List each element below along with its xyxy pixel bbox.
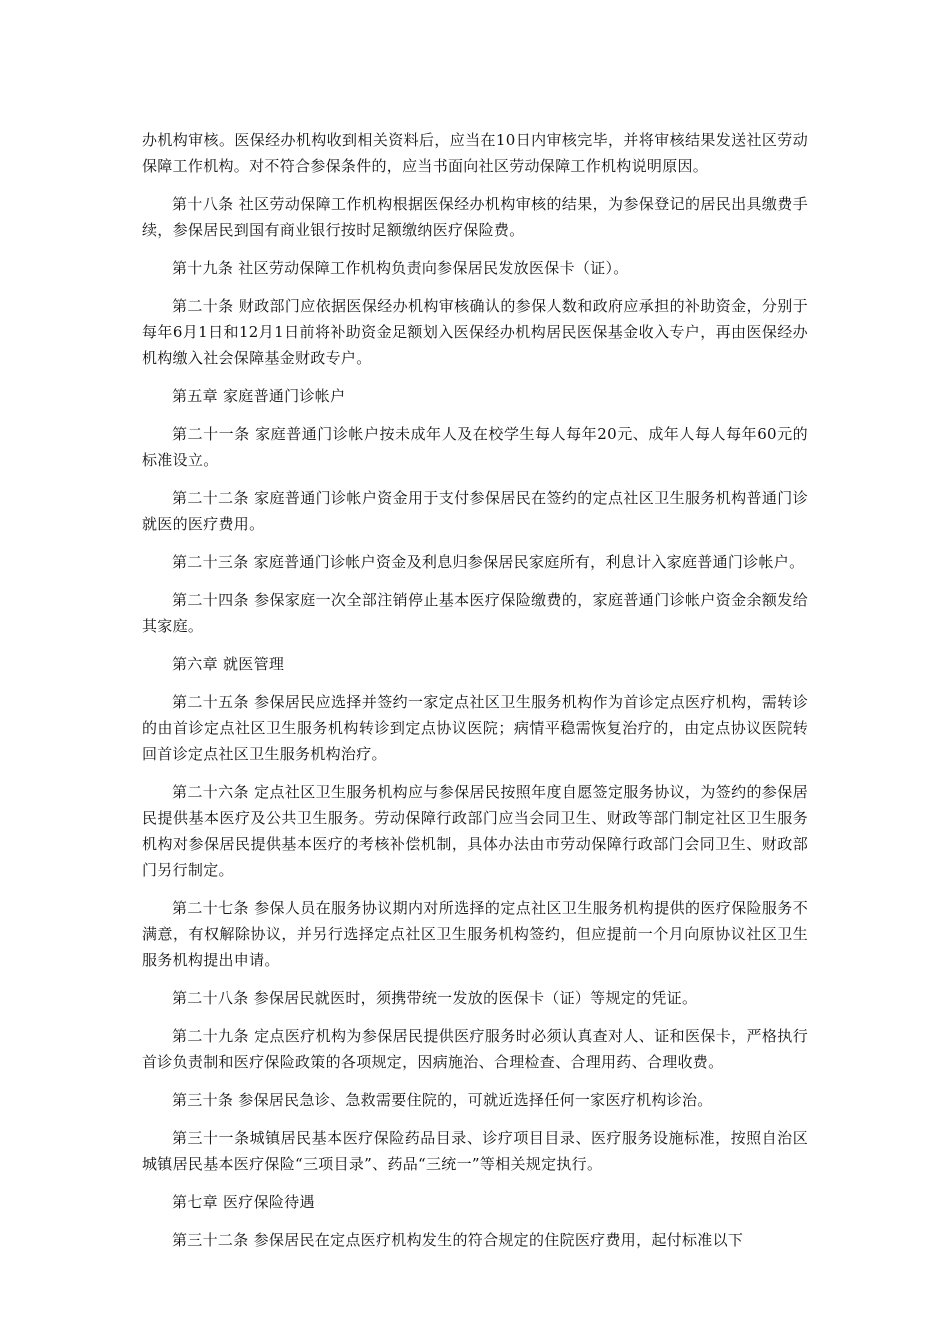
article-19: 第十九条 社区劳动保障工作机构负责向参保居民发放医保卡（证）。 <box>172 259 629 277</box>
article-22: 第二十二条 家庭普通门诊帐户资金用于支付参保居民在签约的定点社区卫生服务机构普通门诊就医的医疗费用。 <box>142 489 808 533</box>
article-28: 第二十八条 参保居民就医时，须携带统一发放的医保卡（证）等规定的凭证。 <box>172 989 698 1007</box>
article-30: 第三十条 参保居民急诊、急救需要住院的，可就近选择任何一家医疗机构诊治。 <box>172 1091 713 1109</box>
chapter-7-heading: 第七章 医疗保险待遇 <box>172 1193 315 1211</box>
paragraph-continuation: 办机构审核。医保经办机构收到相关资料后，应当在10日内审核完毕，并将审核结果发送社区劳动保障工作机构。对不符合参保条件的，应当书面向社区劳动保障工作机构说明原因。 <box>142 131 808 175</box>
article-29: 第二十九条 定点医疗机构为参保居民提供医疗服务时必须认真查对人、证和医保卡，严格执行首诊负责制和医疗保险政策的各项规定，因病施治、合理检查、合理用药、合理收费。 <box>142 1027 808 1071</box>
article-18: 第十八条 社区劳动保障工作机构根据医保经办机构审核的结果，为参保登记的居民出具缴费手续，参保居民到国有商业银行按时足额缴纳医疗保险费。 <box>142 195 808 239</box>
article-27: 第二十七条 参保人员在服务协议期内对所选择的定点社区卫生服务机构提供的医疗保险服务不满意，有权解除协议，并另行选择定点社区卫生服务机构签约，但应提前一个月向原协议社区卫生服务机构提出申请。 <box>142 899 808 969</box>
article-32: 第三十二条 参保居民在定点医疗机构发生的符合规定的住院医疗费用，起付标准以下 <box>172 1231 744 1249</box>
chapter-6-heading: 第六章 就医管理 <box>172 655 285 673</box>
article-31: 第三十一条城镇居民基本医疗保险药品目录、诊疗项目目录、医疗服务设施标准，按照自治区城镇居民基本医疗保险“三项目录”、药品“三统一”等相关规定执行。 <box>142 1129 808 1173</box>
article-20: 第二十条 财政部门应依据医保经办机构审核确认的参保人数和政府应承担的补助资金，分别于每年6月1日和12月1日前将补助资金足额划入医保经办机构居民医保基金收入专户，再由医保经办机构缴入社会保障基金财政专户。 <box>142 297 808 367</box>
article-25: 第二十五条 参保居民应选择并签约一家定点社区卫生服务机构作为首诊定点医疗机构，需转诊的由首诊定点社区卫生服务机构转诊到定点协议医院；病情平稳需恢复治疗的，由定点协议医院转回首诊定点社区卫生服务机构治疗。 <box>142 693 808 763</box>
article-23: 第二十三条 家庭普通门诊帐户资金及利息归参保居民家庭所有，利息计入家庭普通门诊帐户。 <box>172 553 805 571</box>
article-24: 第二十四条 参保家庭一次全部注销停止基本医疗保险缴费的，家庭普通门诊帐户资金余额发给其家庭。 <box>142 591 808 635</box>
article-21: 第二十一条 家庭普通门诊帐户按未成年人及在校学生每人每年20元、成年人每人每年60元的标准设立。 <box>142 425 808 469</box>
article-26: 第二十六条 定点社区卫生服务机构应与参保居民按照年度自愿签定服务协议，为签约的参保居民提供基本医疗及公共卫生服务。劳动保障行政部门应当会同卫生、财政等部门制定社区卫生服务机构对参保居民提供基本医疗的考核补偿机制，具体办法由市劳动保障行政部门会同卫生、财政部门另行制定。 <box>142 783 808 879</box>
chapter-5-heading: 第五章 家庭普通门诊帐户 <box>172 387 346 405</box>
document-body <box>142 127 808 1265</box>
